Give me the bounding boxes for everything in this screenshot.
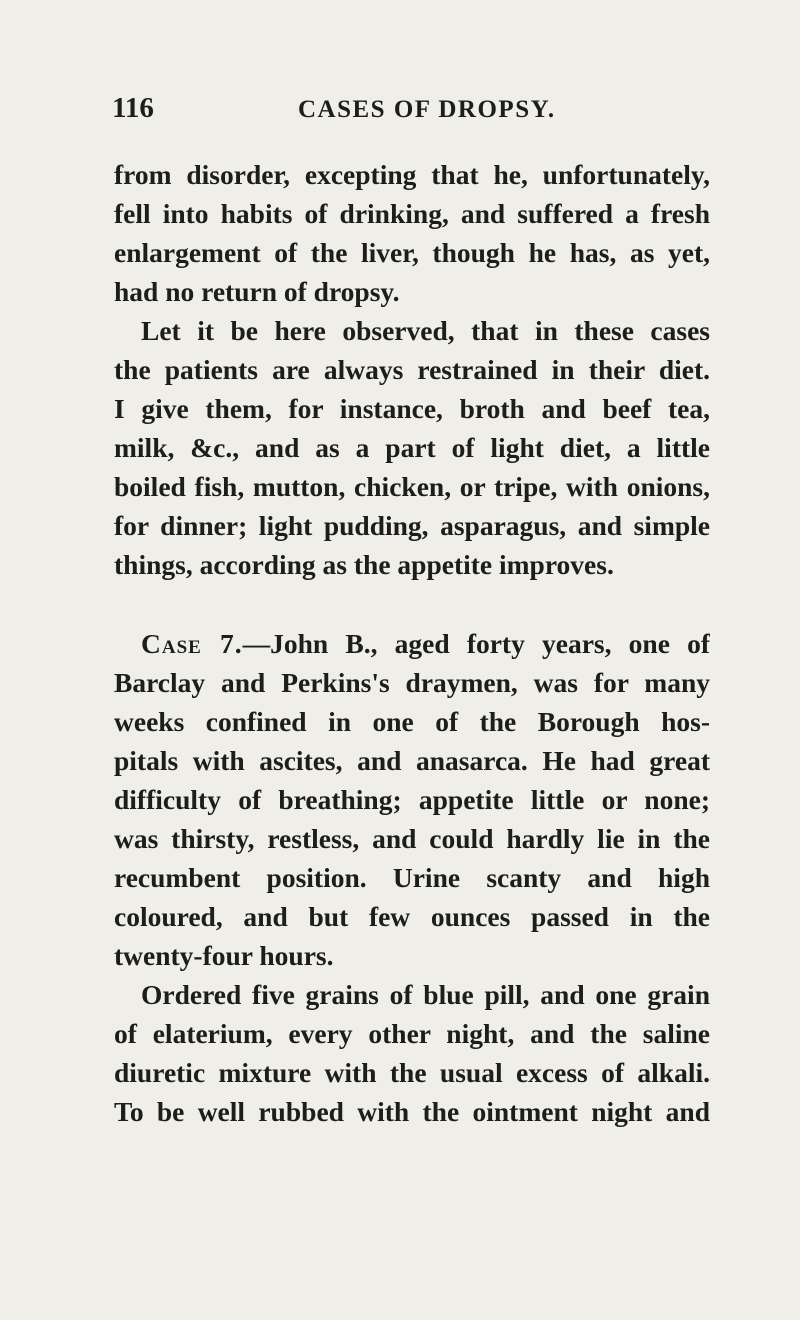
text-line: pitals with ascites, and anasarca. He had great [114, 745, 710, 776]
text-line: Barclay and Perkins's draymen, was for many [114, 667, 710, 698]
text-line: of elaterium, every other night, and the saline [114, 1018, 710, 1049]
text-line: To be well rubbed with the ointment night and [114, 1096, 710, 1127]
text-line: Ordered five grains of blue pill, and one grain [141, 979, 710, 1010]
text-line: diuretic mixture with the usual excess of alkali. [114, 1057, 710, 1088]
case-intro-text: —John B., aged forty years, one of [242, 628, 710, 659]
running-title: CASES OF DROPSY. [298, 96, 556, 123]
running-head [112, 92, 716, 132]
text-line: from disorder, excepting that he, unfortunately, [114, 159, 710, 190]
text-line: twenty-four hours. [114, 940, 334, 971]
text-line: for dinner; light pudding, asparagus, and simple [114, 510, 710, 541]
text-line: things, according as the appetite improves. [114, 549, 614, 580]
text-line: Let it be here observed, that in these cases [141, 315, 710, 346]
text-line: coloured, and but few ounces passed in the [114, 901, 710, 932]
section-gap [114, 584, 710, 624]
text-line: the patients are always restrained in their diet. [114, 354, 710, 385]
text-line: fell into habits of drinking, and suffered a fresh [114, 198, 710, 229]
body-text [114, 155, 710, 1131]
text-line: had no return of dropsy. [114, 276, 400, 307]
paragraph-1 [114, 155, 710, 311]
page-number: 116 [112, 92, 154, 124]
text-line: difficulty of breathing; appetite little or none; [114, 784, 710, 815]
text-line [114, 624, 710, 663]
text-line: recumbent position. Urine scanty and high [114, 862, 710, 893]
text-line: milk, &c., and as a part of light diet, a little [114, 432, 710, 463]
text-line: weeks confined in one of the Borough hos- [114, 706, 710, 737]
text-line: was thirsty, restless, and could hardly lie in the [114, 823, 710, 854]
case-label: Case 7. [141, 628, 243, 659]
text-line: boiled fish, mutton, chicken, or tripe, with onions, [114, 471, 710, 502]
paragraph-2 [114, 311, 710, 584]
case-7-paragraph [114, 624, 710, 975]
text-line: enlargement of the liver, though he has, as yet, [114, 237, 710, 268]
text-line: I give them, for instance, broth and beef tea, [114, 393, 710, 424]
paragraph-4 [114, 975, 710, 1131]
